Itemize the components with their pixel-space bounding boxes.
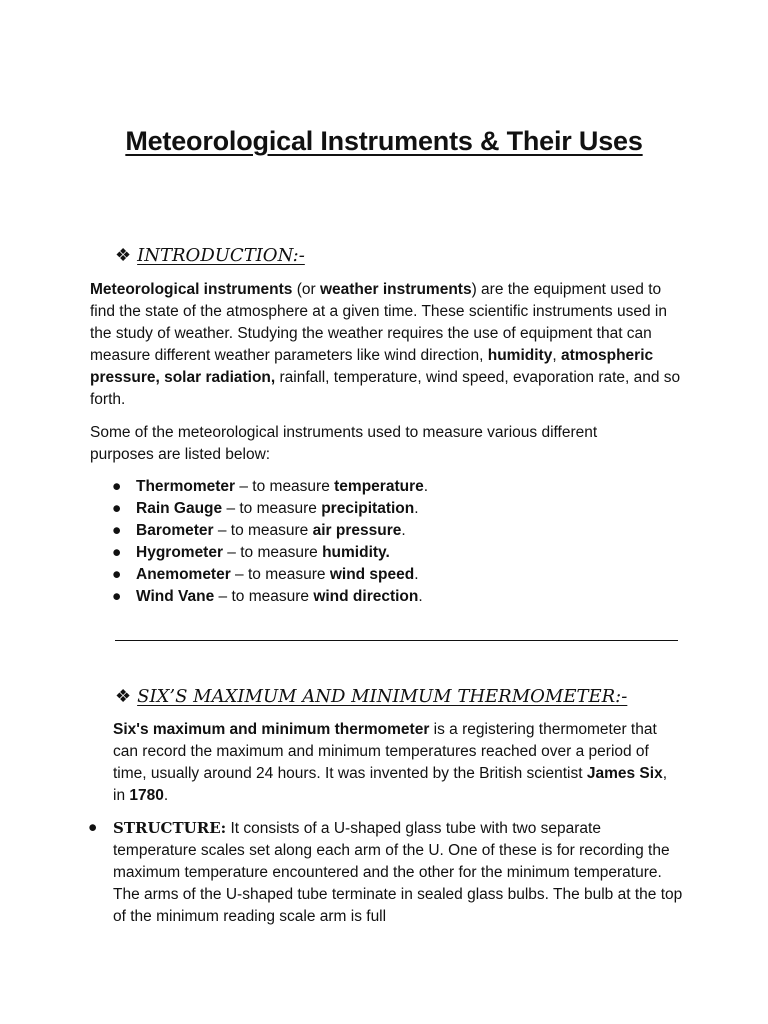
list-item: ● Hygrometer – to measure humidity. bbox=[112, 542, 428, 564]
list-item: ● Wind Vane – to measure wind direction. bbox=[112, 586, 428, 608]
six-heading-text: SIX’S MAXIMUM AND MINIMUM THERMOMETER:- bbox=[137, 686, 628, 707]
structure-text: It consists of a U-shaped glass tube with two separate temperature scales set along each arm of the U. One of these is for recording the maximum temperature encountered and the other for the minimum temperature. The arms of the U-shaped tube terminate in sealed glass bulbs. The bulb at the top of the minimum reading scale arm is full bbox=[113, 820, 683, 925]
bullet-dot-icon: ● bbox=[112, 522, 122, 539]
list-item: ● Thermometer – to measure temperature. bbox=[112, 476, 428, 498]
structure-label: STRUCTURE: bbox=[113, 819, 227, 837]
instrument-list bbox=[112, 476, 428, 608]
list-item: ● Anemometer – to measure wind speed. bbox=[112, 564, 428, 586]
bullet-dot-icon: ● bbox=[88, 819, 98, 836]
section-divider bbox=[115, 640, 678, 641]
six-paragraph-1: Six's maximum and minimum thermometer is a registering thermometer that can record the maximum and minimum temperatures reached over a period of time, usually around 24 hours. It was invented by the British scientist James Six, in 1780. bbox=[113, 721, 668, 804]
bullet-dot-icon: ● bbox=[112, 588, 122, 605]
bullet-dot-icon: ● bbox=[112, 500, 122, 517]
bullet-dot-icon: ● bbox=[112, 478, 122, 495]
page-title: Meteorological Instruments & Their Uses bbox=[125, 126, 643, 156]
intro-heading bbox=[115, 245, 305, 266]
list-item: ● Rain Gauge – to measure precipitation. bbox=[112, 498, 428, 520]
intro-paragraph-1: Meteorological instruments (or weather instruments) are the equipment used to find the state of the atmosphere at a given time. These scientific instruments used in the study of weather. Studying the weather requires the use of equipment that can measure different weather parameters like wind direction, humidity, atmospheric pressure, solar radiation, rainfall, temperature, wind speed, evaporation rate, and so forth. bbox=[90, 281, 681, 408]
intro-paragraph-2: Some of the meteorological instruments used to measure various different purposes are listed below: bbox=[90, 424, 598, 463]
diamond-bullet-icon: ❖ bbox=[115, 686, 132, 707]
bullet-dot-icon: ● bbox=[112, 544, 122, 561]
structure-paragraph bbox=[113, 817, 683, 928]
six-thermometer-heading bbox=[115, 686, 627, 707]
intro-heading-text: INTRODUCTION:- bbox=[137, 245, 305, 266]
diamond-bullet-icon: ❖ bbox=[115, 245, 132, 266]
list-item: ● Barometer – to measure air pressure. bbox=[112, 520, 428, 542]
bullet-dot-icon: ● bbox=[112, 566, 122, 583]
